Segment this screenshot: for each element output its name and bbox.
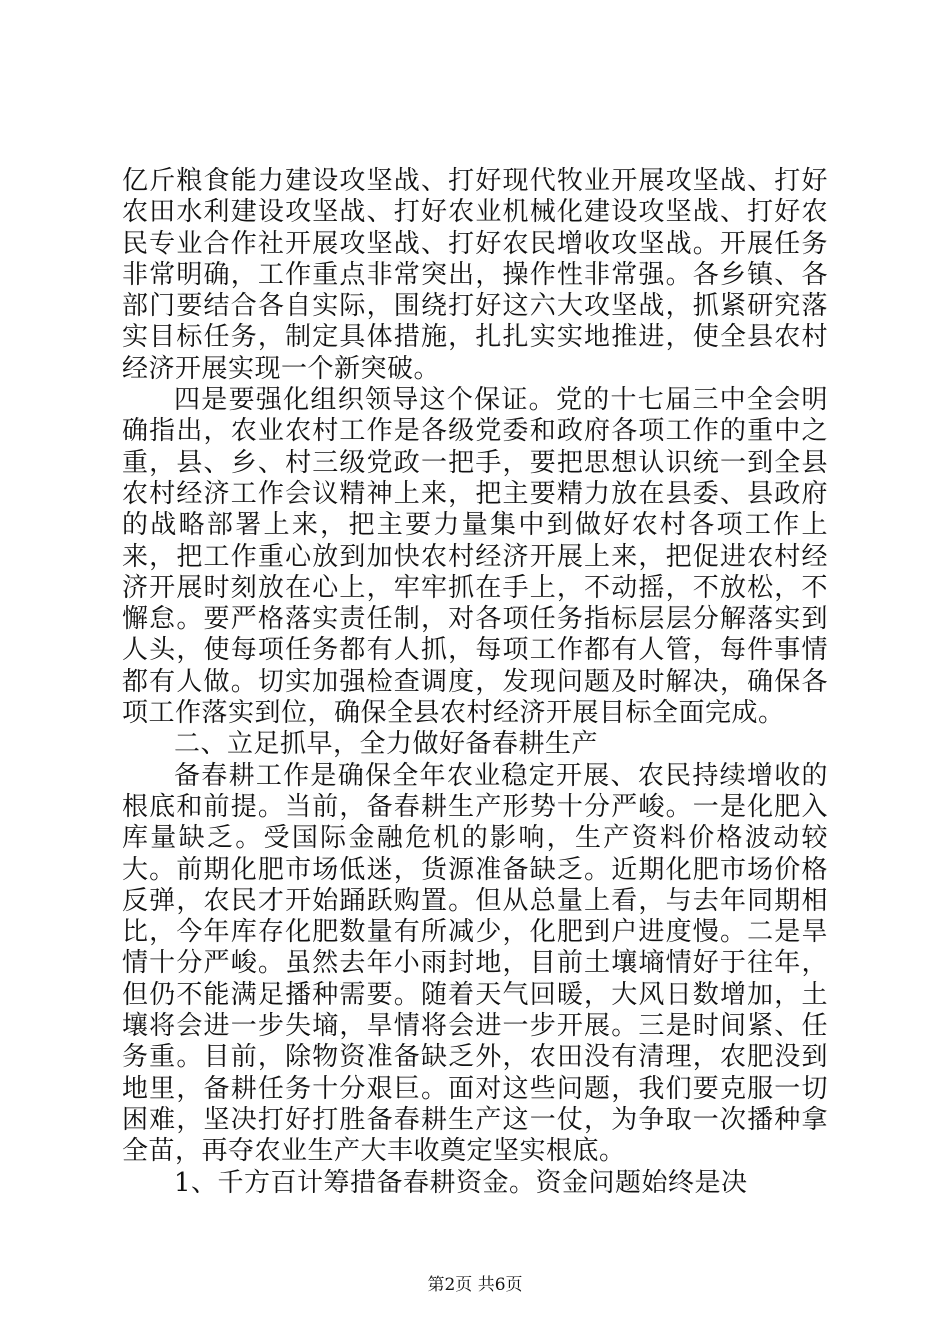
paragraph-item-one: 1、千方百计筹措备春耕资金。资金问题始终是决: [174, 1167, 748, 1198]
page-footer: [0, 1270, 950, 1295]
section-heading: 二、立足抓早，全力做好备春耕生产: [174, 729, 599, 760]
page-number: 第2页 共6页: [427, 1275, 523, 1295]
paragraph-spring-plowing: 备春耕工作是确保全年农业稳定开展、农民持续增收的根底和前提。当前，备春耕生产形势十分严峻。一是化肥入库量缺乏。受国际金融危机的影响，生产资料价格波动较大。前期化肥市场低迷，货源准备缺乏。近期化肥市场价格反弹，农民才开始踊跃购置。但从总量上看，与去年同期相比，今年库存化肥数量有所减少，化肥到户进度慢。二是旱情十分严峻。虽然去年小雨封地，目前土壤墒情好于往年，但仍不能满足播种需要。随着天气回暖，大风日数增加，土壤将会进一步失墒，旱情将会进一步开展。三是时间紧、任务重。目前，除物资准备缺乏外，农田没有清理，农肥没到地里，备耕任务十分艰巨。面对这些问题，我们要克服一切困难，坚决打好打胜备春耕生产这一仗，为争取一次播种拿全苗，再夺农业生产大丰收奠定坚实根底。: [122, 760, 828, 1167]
document-body: [122, 166, 828, 1199]
paragraph-point-four: 四是要强化组织领导这个保证。党的十七届三中全会明确指出，农业农村工作是各级党委和政府各项工作的重中之重，县、乡、村三级党政一把手，要把思想认识统一到全县农村经济工作会议精神上来，把主要精力放在县委、县政府的战略部署上来，把主要力量集中到做好农村各项工作上来，把工作重心放到加快农村经济开展上来，把促进农村经济开展时刻放在心上，牢牢抓在手上，不动摇，不放松，不懈怠。要严格落实责任制，对各项任务指标层层分解落实到人头，使每项任务都有人抓，每项工作都有人管，每件事情都有人做。切实加强检查调度，发现问题及时解决，确保各项工作落实到位，确保全县农村经济开展目标全面完成。: [122, 385, 828, 729]
paragraph-continuation: 亿斤粮食能力建设攻坚战、打好现代牧业开展攻坚战、打好农田水利建设攻坚战、打好农业机械化建设攻坚战、打好农民专业合作社开展攻坚战、打好农民增收攻坚战。开展任务非常明确，工作重点非常突出，操作性非常强。各乡镇、各部门要结合各自实际，围绕打好这六大攻坚战，抓紧研究落实目标任务，制定具体措施，扎扎实实地推进，使全县农村经济开展实现一个新突破。: [122, 166, 828, 384]
